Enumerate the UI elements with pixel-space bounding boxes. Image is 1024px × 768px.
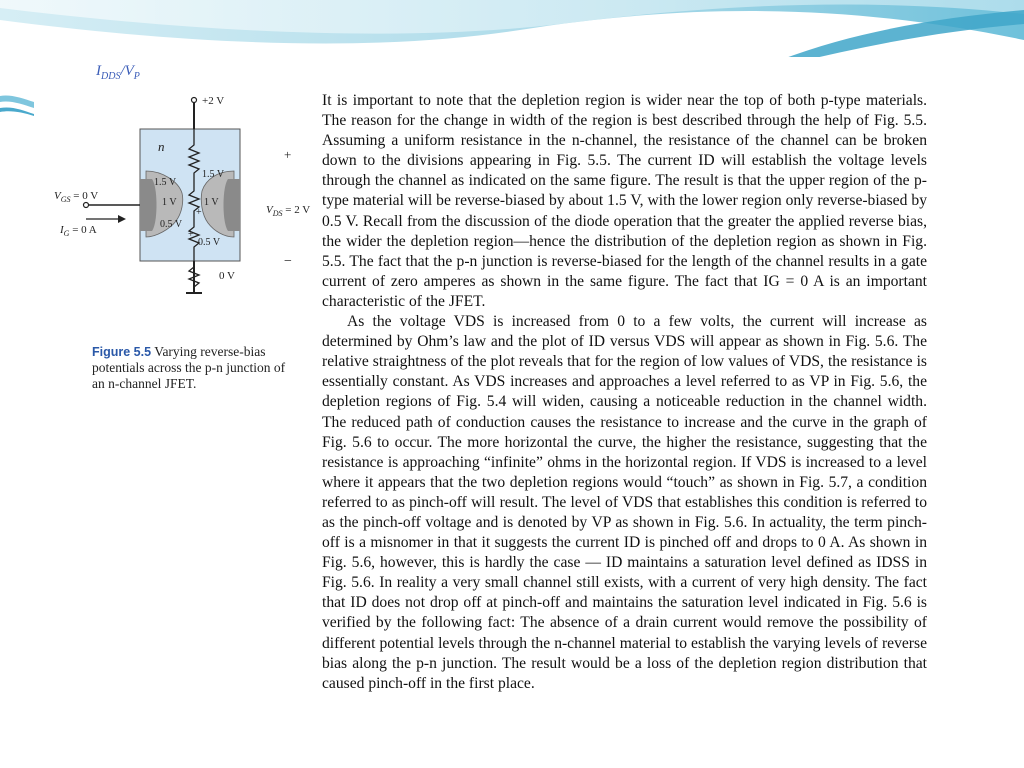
- ground-label: 0 V: [219, 270, 235, 282]
- plus-sign-mid: +: [196, 207, 202, 218]
- vgs-label: $V_{GS} = 0$ V: [54, 190, 99, 204]
- vds-label: $V_{DS} = 2$ V: [266, 204, 311, 218]
- label-05v-right: 0.5 V: [198, 237, 221, 248]
- label-05v-left: 0.5 V: [160, 219, 183, 230]
- n-region-label: n: [158, 139, 165, 154]
- paragraph-2: As the voltage VDS is increased from 0 to a few volts, the current will increase as determined by Ohm’s law and the plot of ID versus VDS will appear as shown in Fig. 5.6. The relative straightness of the plot reveals that for the region of low values of VDS, the resistance is essentially constant. As VDS increases and approaches a level referred to as VP in Fig. 5.6, the depletion regions of Fig. 5.4 will widen, causing a noticeable reduction in the channel width. The reduced path of conduction causes the resistance to increase and the curve in the graph of Fig. 5.6 to occur. The more horizontal the curve, the higher the resistance, suggesting that the resistance is approaching “infinite” ohms in the horizontal region. If VDS is increased to a level where it appears that the two depletion regions would “touch” as shown in Fig. 5.7, a condition referred to as pinch-off will result. The level of VDS that establishes this condition is referred to as the pinch-off voltage and is denoted by VP as shown in Fig. 5.6. In actuality, the term pinch-off is a misnomer in that it suggests the current ID is pinched off and drops to 0 A. As shown in Fig. 5.6, however, this is hardly the case — ID maintains a saturation level defined as IDSS in Fig. 5.6. In reality a very small channel still exists, with a current of very high density. The fact that ID does not drop off at pinch-off and maintains the saturation level indicated in Fig. 5.6 is verified by the following fact: The absence of a drain current would remove the possibility of different potential levels through the n-channel material to establish the varying levels of reverse bias along the p-n junction. The result would be a loss of the depletion region distribution that caused pinch-off in the first place.: [322, 313, 927, 692]
- figure-caption: [92, 344, 292, 392]
- right-p-gate: [224, 179, 241, 231]
- paragraph-1: It is important to note that the depletion region is wider near the top of both p-type materials. The reason for the change in width of the region is best described through the help of Fig. 5.5. Assuming a uniform resistance in the n-channel, the resistance of the channel can be broken down to the divisions appearing in Fig. 5.5. The current ID will establish the voltage levels through the channel as indicated on the same figure. The result is that the upper region of the p-type material will be reverse-biased by about 1.5 V, with the lower region only reverse-biased by 0.5 V. Recall from the discussion of the diode operation that the greater the applied reverse bias, the wider the depletion region—hence the distribution of the depletion region as shown in Fig. 5.5. The fact that the p-n junction is reverse-biased for the length of the channel results in a gate current of zero amperes as shown in the same figure. The fact that IG = 0 A is an important characteristic of the JFET.: [322, 92, 927, 310]
- label-15v-right: 1.5 V: [202, 169, 225, 180]
- label-1v-right: 1 V: [204, 197, 219, 208]
- ig-label: $I_G = 0$ A: [60, 224, 97, 238]
- jfet-figure: [46, 87, 316, 337]
- supply-terminal: [192, 98, 197, 103]
- plus-sign: +: [284, 147, 292, 162]
- figure-caption-text: Varying reverse-bias potentials across the p-n junction of an n-channel JFET.: [92, 344, 286, 391]
- figure-caption-label: Figure 5.5: [92, 345, 152, 359]
- plus-sign-small: +: [188, 229, 194, 240]
- slide-title: $I_{DDS}/V_P$: [96, 63, 140, 82]
- label-15v-left: 1.5 V: [154, 177, 177, 188]
- slide-content: [34, 57, 934, 768]
- body-text: [322, 91, 927, 694]
- supply-label: +2 V: [202, 95, 225, 107]
- label-1v-left: 1 V: [162, 197, 177, 208]
- minus-sign: −: [284, 254, 292, 269]
- gate-terminal: [84, 203, 89, 208]
